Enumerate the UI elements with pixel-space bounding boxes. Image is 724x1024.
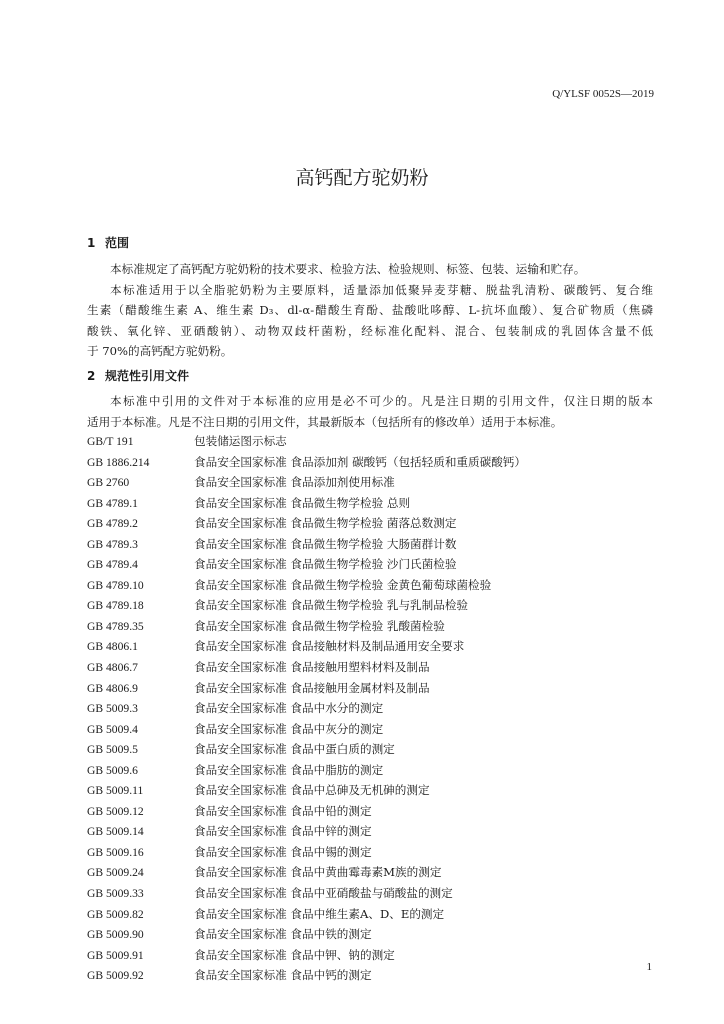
reference-row: [87, 472, 653, 493]
section-2-heading: [87, 367, 189, 384]
reference-code: GB 5009.12: [87, 804, 144, 818]
reference-title: 食品安全国家标准 食品中钾、钠的测定: [194, 947, 395, 962]
reference-title: 食品安全国家标准 食品中灰分的测定: [194, 721, 384, 736]
paragraph-line: 生素（醋酸维生素 A、维生素 D₃、dl-α-醋酸生育酚、盐酸吡哆醇、L-抗坏血酸）、复合矿物质（焦磷: [87, 303, 653, 317]
reference-row: [87, 513, 653, 534]
section-title: 范围: [105, 236, 130, 250]
reference-title: 食品安全国家标准 食品中铅的测定: [194, 803, 372, 818]
section-number: 2: [87, 369, 96, 383]
reference-code: GB 4806.1: [87, 640, 138, 654]
reference-code: GB 4789.3: [87, 537, 138, 551]
standard-code: Q/YLSF 0052S—2019: [552, 88, 654, 100]
paragraph-line: 于 70%的高钙配方驼奶粉。: [87, 344, 233, 358]
reference-code: GB 5009.3: [87, 702, 138, 716]
paragraph-line: 本标准中引用的文件对于本标准的应用是必不可少的。凡是注日期的引用文件，仅注日期的版本: [110, 394, 653, 408]
reference-title: 食品安全国家标准 食品微生物学检验 金黄色葡萄球菌检验: [194, 577, 492, 592]
reference-row: [87, 883, 653, 904]
reference-row: [87, 862, 653, 883]
section-2-body: [87, 391, 653, 432]
reference-code: GB 5009.90: [87, 928, 144, 942]
reference-code: GB 4789.1: [87, 496, 138, 510]
reference-code: GB 2760: [87, 476, 130, 490]
reference-row: [87, 904, 653, 925]
paragraph-line: 本标准规定了高钙配方驼奶粉的技术要求、检验方法、检验规则、标签、包装、运输和贮存。: [110, 262, 586, 276]
reference-title: 食品安全国家标准 食品微生物学检验 总则: [194, 495, 411, 510]
reference-code: GB 5009.4: [87, 722, 138, 736]
reference-title: 食品安全国家标准 食品添加剂 碳酸钙（包括轻质和重质碳酸钙）: [194, 454, 526, 469]
reference-title: 食品安全国家标准 食品中维生素A、D、E的测定: [194, 906, 445, 921]
reference-row: [87, 452, 653, 473]
reference-row: [87, 801, 653, 822]
reference-code: GB/T 191: [87, 435, 134, 448]
reference-row: [87, 719, 653, 740]
paragraph-line: 适用于本标准。凡是不注日期的引用文件，其最新版本（包括所有的修改单）适用于本标准。: [87, 414, 563, 429]
reference-title: 食品安全国家标准 食品中锡的测定: [194, 844, 372, 859]
reference-code: GB 4789.4: [87, 558, 138, 572]
reference-row: [87, 821, 653, 842]
paragraph-line: 本标准适用于以全脂驼奶粉为主要原料，适量添加低聚异麦芽糖、脱盐乳清粉、碳酸钙、复合维: [110, 282, 653, 297]
reference-code: GB 5009.11: [87, 784, 144, 798]
reference-row: [87, 616, 653, 637]
reference-row: [87, 965, 653, 986]
reference-code: GB 5009.92: [87, 969, 144, 983]
reference-title: 食品安全国家标准 食品添加剂使用标准: [194, 475, 395, 490]
section-1-heading: [87, 234, 129, 251]
reference-code: GB 4789.2: [87, 517, 138, 531]
reference-title: 食品安全国家标准 食品接触用塑料材料及制品: [194, 660, 430, 675]
reference-row: [87, 760, 653, 781]
reference-row: [87, 595, 653, 616]
reference-code: GB 1886.214: [87, 455, 150, 469]
reference-row: [87, 431, 653, 452]
reference-row: [87, 842, 653, 863]
reference-title: 食品安全国家标准 食品中水分的测定: [194, 701, 384, 716]
reference-row: [87, 678, 653, 699]
section-number: 1: [87, 236, 96, 250]
reference-title: 食品安全国家标准 食品接触材料及制品通用安全要求: [194, 639, 465, 654]
section-1-body: [87, 259, 653, 362]
reference-title: 食品安全国家标准 食品中脂肪的测定: [194, 762, 384, 777]
reference-title: 食品安全国家标准 食品中亚硝酸盐与硝酸盐的测定: [194, 886, 453, 901]
reference-code: GB 4789.35: [87, 619, 144, 633]
reference-row: [87, 493, 653, 514]
reference-code: GB 5009.82: [87, 907, 144, 921]
reference-title: 食品安全国家标准 食品中锌的测定: [194, 824, 372, 839]
reference-code: GB 5009.16: [87, 845, 144, 859]
reference-row: [87, 554, 653, 575]
reference-title: 食品安全国家标准 食品微生物学检验 沙门氏菌检验: [194, 557, 457, 572]
reference-code: GB 5009.33: [87, 887, 144, 901]
reference-code: GB 4806.9: [87, 681, 138, 695]
reference-row: [87, 780, 653, 801]
reference-title: 食品安全国家标准 食品中总砷及无机砷的测定: [194, 783, 430, 798]
reference-title: 食品安全国家标准 食品微生物学检验 乳与乳制品检验: [194, 598, 469, 613]
reference-title: 食品安全国家标准 食品微生物学检验 大肠菌群计数: [194, 536, 457, 551]
page-number: 1: [646, 961, 652, 973]
reference-code: GB 4789.18: [87, 599, 144, 613]
reference-title: 食品安全国家标准 食品中钙的测定: [194, 968, 372, 983]
reference-code: GB 5009.14: [87, 825, 144, 839]
reference-row: [87, 657, 653, 678]
reference-title: 食品安全国家标准 食品中蛋白质的测定: [194, 742, 395, 757]
section-title: 规范性引用文件: [105, 369, 190, 383]
reference-code: GB 4806.7: [87, 661, 138, 675]
reference-title: 食品安全国家标准 食品微生物学检验 乳酸菌检验: [194, 618, 445, 633]
paragraph-line: 酸铁、氧化锌、亚硒酸钠）、动物双歧杆菌粉，经标准化配料、混合、包装制成的乳固体含量不低: [87, 323, 653, 338]
reference-title: 食品安全国家标准 食品中铁的测定: [194, 927, 372, 942]
reference-row: [87, 698, 653, 719]
reference-row: [87, 575, 653, 596]
reference-code: GB 5009.91: [87, 948, 144, 962]
reference-code: GB 5009.6: [87, 763, 138, 777]
reference-row: [87, 636, 653, 657]
reference-title: 食品安全国家标准 食品微生物学检验 菌落总数测定: [194, 516, 457, 531]
reference-list: [87, 431, 653, 986]
reference-title: 食品安全国家标准 食品接触用金属材料及制品: [194, 680, 430, 695]
reference-row: [87, 924, 653, 945]
reference-title: 食品安全国家标准 食品中黄曲霉毒素M族的测定: [194, 865, 442, 880]
reference-row: [87, 945, 653, 966]
reference-code: GB 5009.24: [87, 866, 144, 880]
reference-title: 包装储运图示标志: [194, 434, 287, 448]
reference-row: [87, 739, 653, 760]
reference-row: [87, 534, 653, 555]
reference-code: GB 5009.5: [87, 743, 138, 757]
reference-code: GB 4789.10: [87, 578, 144, 592]
document-title: 高钙配方驼奶粉: [295, 167, 429, 189]
